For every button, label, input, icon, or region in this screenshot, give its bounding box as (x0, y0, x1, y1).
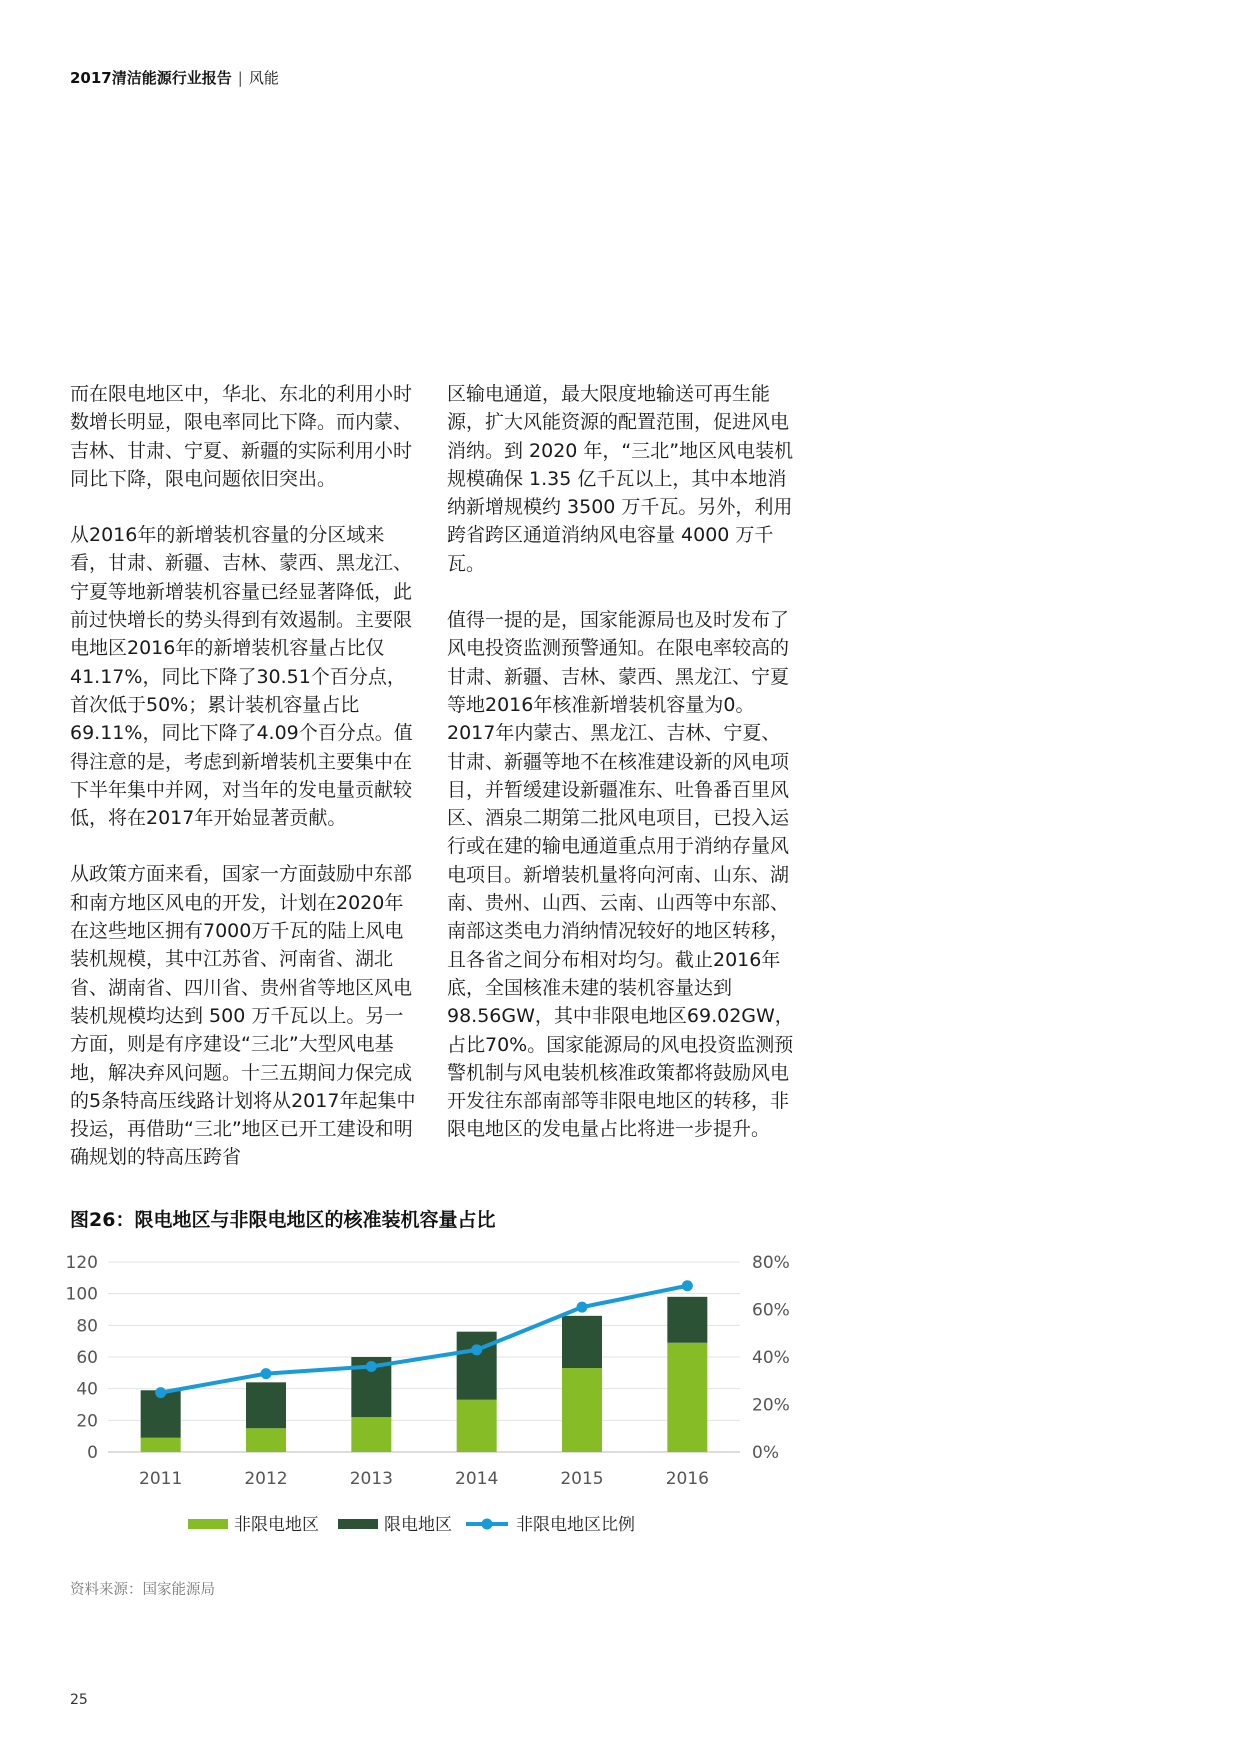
page-header (70, 67, 279, 88)
y-right-tick-label: 40% (752, 1348, 790, 1368)
legend-label: 限电地区 (384, 1515, 452, 1535)
y-right-tick-label: 20% (752, 1395, 790, 1416)
left-text-column (70, 380, 420, 1200)
bar-unrestricted (457, 1400, 497, 1452)
ratio-point (577, 1302, 588, 1313)
paragraph: 区输电通道，最大限度地输送可再生能源，扩大风能资源的配置范围，促进风电消纳。到 2020 年，“三北”地区风电装机规模确保 1.35 亿千瓦以上，其中本地消纳新增规模约 3500 万千瓦。另外，利用跨省跨区通道消纳风电容量 4000 万千瓦。 (447, 383, 794, 575)
x-tick-label: 2013 (349, 1469, 393, 1489)
legend-line-marker (482, 1519, 493, 1530)
y-left-tick-label: 0 (87, 1443, 98, 1463)
legend-swatch (338, 1519, 378, 1529)
bar-restricted (457, 1332, 497, 1400)
paragraph: 从政策方面来看，国家一方面鼓励中东部和南方地区风电的开发，计划在2020年在这些地区拥有7000万千瓦的陆上风电装机规模，其中江苏省、河南省、湖北省、湖南省、四川省、贵州省等地区风电装机规模均达到 500 万千瓦以上。另一方面，则是有序建设“三北”大型风电基地，解决弃风问题。十三五期间力保完成的5条特高压线路计划将从2017年起集中投运，再借助“三北”地区已开工建设和明确规划的特高压跨省 (70, 863, 416, 1169)
legend-label: 非限电地区比例 (516, 1515, 635, 1535)
header-separator: | (237, 69, 243, 87)
report-title: 2017清洁能源行业报告 (70, 69, 232, 87)
bar-unrestricted (141, 1438, 181, 1452)
right-text-column (447, 380, 797, 1172)
page-number: 25 (70, 1692, 88, 1708)
paragraph: 值得一提的是，国家能源局也及时发布了风电投资监测预警通知。在限电率较高的甘肃、新疆、吉林、蒙西、黑龙江、宁夏等地2016年核准新增装机容量为0。2017年内蒙古、黑龙江、吉林、宁夏、甘肃、新疆等地不在核准建设新的风电项目，并暂缓建设新疆准东、吐鲁番百里风区、酒泉二期第二批风电项目，已投入运行或在建的输电通道重点用于消纳存量风电项目。新增装机量将向河南、山东、湖南、贵州、山西、云南、山西等中东部、南部这类电力消纳情况较好的地区转移，且各省之间分布相对均匀。截止2016年底，全国核准未建的装机容量达到98.56GW，其中非限电地区69.02GW，占比70%。国家能源局的风电投资监测预警机制与风电装机核准政策都将鼓励风电开发往东部南部等非限电地区的转移，非限电地区的发电量占比将进一步提升。 (447, 609, 794, 1141)
paragraph: 而在限电地区中，华北、东北的利用小时数增长明显，限电率同比下降。而内蒙、吉林、甘肃、宁夏、新疆的实际利用小时同比下降，限电问题依旧突出。 (70, 383, 413, 490)
ratio-point (366, 1361, 377, 1372)
bar-unrestricted (246, 1428, 286, 1452)
section-name: 风能 (248, 69, 279, 87)
bar-unrestricted (351, 1417, 391, 1452)
x-tick-label: 2014 (455, 1469, 499, 1489)
ratio-line (161, 1286, 688, 1393)
y-left-tick-label: 100 (65, 1284, 98, 1305)
bar-restricted (246, 1382, 286, 1428)
figure-title: 图26：限电地区与非限电地区的核准装机容量占比 (70, 1209, 496, 1231)
source-note: 资料来源：国家能源局 (70, 1582, 215, 1598)
ratio-point (682, 1280, 693, 1291)
bar-unrestricted (562, 1368, 602, 1452)
y-left-tick-label: 20 (76, 1411, 98, 1432)
capacity-share-chart (40, 1240, 800, 1560)
x-tick-label: 2011 (139, 1469, 183, 1489)
x-tick-label: 2012 (244, 1469, 288, 1489)
ratio-point (155, 1387, 166, 1398)
x-tick-label: 2015 (560, 1469, 604, 1489)
y-left-tick-label: 120 (65, 1253, 98, 1273)
legend-swatch (188, 1519, 228, 1529)
paragraph: 从2016年的新增装机容量的分区域来看，甘肃、新疆、吉林、蒙西、黑龙江、宁夏等地新增装机容量已经显著降低，此前过快增长的势头得到有效遏制。主要限电地区2016年的新增装机容量占比仅41.17%，同比下降了30.51个百分点，首次低于50%；累计装机容量占比69.11%，同比下降了4.09个百分点。值得注意的是，考虑到新增装机主要集中在下半年集中并网，对当年的发电量贡献较低，将在2017年开始显著贡献。 (70, 524, 413, 830)
ratio-point (261, 1368, 272, 1379)
y-right-tick-label: 80% (752, 1253, 790, 1273)
y-left-tick-label: 40 (76, 1379, 98, 1400)
y-right-tick-label: 60% (752, 1300, 790, 1321)
bar-restricted (562, 1316, 602, 1368)
x-tick-label: 2016 (665, 1469, 709, 1489)
bar-restricted (667, 1297, 707, 1343)
ratio-point (471, 1344, 482, 1355)
y-right-tick-label: 0% (752, 1443, 779, 1463)
bar-unrestricted (667, 1343, 707, 1452)
y-left-tick-label: 60 (76, 1348, 98, 1368)
legend-label: 非限电地区 (234, 1515, 319, 1535)
y-left-tick-label: 80 (76, 1316, 98, 1337)
